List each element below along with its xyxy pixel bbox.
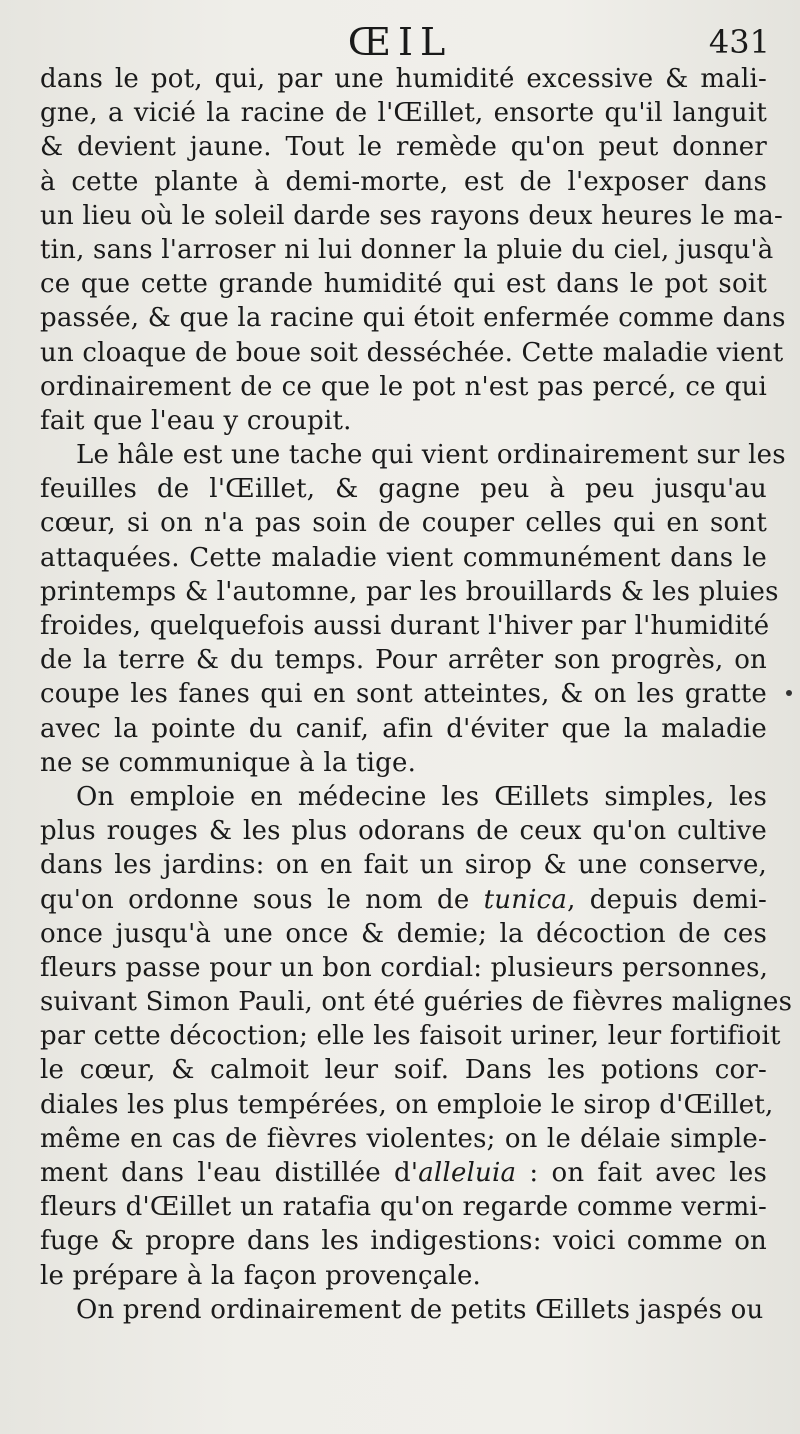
text-line: printemps & l'automne, par les brouillards & les pluies	[40, 576, 779, 607]
page-header	[0, 18, 800, 66]
text-line: ment dans l'eau distillée d'alleluia : on fait avec les	[40, 1158, 767, 1188]
text-line: Le hâle est une tache qui vient ordinairement sur les	[76, 440, 786, 471]
text-line: once jusqu'à une once & demie; la décoction de ces	[40, 918, 767, 949]
text-line: même en cas de fièvres violentes; on le délaie simple-	[40, 1123, 767, 1154]
text-line: dans le pot, qui, par une humidité excessive & mali-	[40, 64, 767, 94]
text-line: ne se communique à la tige.	[40, 747, 417, 778]
text-line: On emploie en médecine les Œillets simples, les	[76, 781, 767, 812]
paragraph	[40, 62, 786, 438]
text-line: feuilles de l'Œillet, & gagne peu à peu jusqu'au	[40, 474, 767, 505]
text-line: dans les jardins: on en fait un sirop & une conserve,	[40, 850, 767, 881]
page-number: 431	[708, 23, 770, 61]
text-line: ce que cette grande humidité qui est dans le pot soit	[40, 269, 767, 300]
text-line: passée, & que la racine qui étoit enfermée comme dans	[40, 303, 786, 334]
paragraph	[40, 1293, 767, 1327]
body-text	[40, 62, 793, 1327]
paragraph	[40, 438, 786, 780]
italic-term: tunica	[483, 884, 568, 915]
text-line: ordinairement de ce que le pot n'est pas percé, ce qui	[40, 371, 767, 402]
paragraph	[40, 780, 793, 1293]
text-line: cœur, si on n'a pas soin de couper celles qui en sont	[40, 508, 767, 539]
text-line: fleurs d'Œillet un ratafia qu'on regarde comme vermi-	[40, 1192, 767, 1223]
text-line: On prend ordinairement de petits Œillets jaspés ou	[76, 1294, 764, 1325]
text-line: attaquées. Cette maladie vient communément dans le	[40, 542, 767, 573]
text-line: par cette décoction; elle les faisoit uriner, leur fortifioit	[40, 1021, 781, 1052]
text-line: tin, sans l'arroser ni lui donner la pluie du ciel, jusqu'à	[40, 234, 774, 265]
text-line: plus rouges & les plus odorans de ceux qu'on cultive	[40, 816, 767, 847]
text-line: & devient jaune. Tout le remède qu'on peut donner	[40, 132, 767, 163]
text-line: fuge & propre dans les indigestions: voici comme on	[40, 1226, 767, 1257]
running-title: ŒIL	[347, 20, 453, 64]
text-line: froides, quelquefois aussi durant l'hiver par l'humidité	[40, 611, 770, 641]
text-line: fleurs passe pour un bon cordial: plusieurs personnes,	[40, 952, 769, 983]
italic-term: alleluia	[418, 1158, 517, 1188]
text-line: fait que l'eau y croupit.	[40, 405, 352, 436]
text-line: le cœur, & calmoit leur soif. Dans les potions cor-	[40, 1055, 767, 1086]
text-line: coupe les fanes qui en sont atteintes, & on les gratte	[40, 679, 767, 710]
text-line: un cloaque de boue soit desséchée. Cette maladie vient	[40, 337, 784, 368]
text-line: un lieu où le soleil darde ses rayons deux heures le ma-	[40, 200, 783, 231]
text-line: le prépare à la façon provençale.	[40, 1260, 482, 1291]
text-line: suivant Simon Pauli, ont été guéries de fièvres malignes	[40, 987, 793, 1018]
text-line: qu'on ordonne sous le nom de tunica, depuis demi-	[40, 884, 767, 915]
ink-speck	[786, 690, 792, 696]
text-line: à cette plante à demi-morte, est de l'exposer dans	[40, 166, 767, 197]
text-line: diales les plus tempérées, on emploie le sirop d'Œillet,	[40, 1089, 774, 1120]
text-line: avec la pointe du canif, afin d'éviter que la maladie	[40, 713, 767, 744]
text-line: gne, a vicié la racine de l'Œillet, ensorte qu'il languit	[40, 98, 767, 129]
text-line: de la terre & du temps. Pour arrêter son progrès, on	[40, 645, 767, 676]
